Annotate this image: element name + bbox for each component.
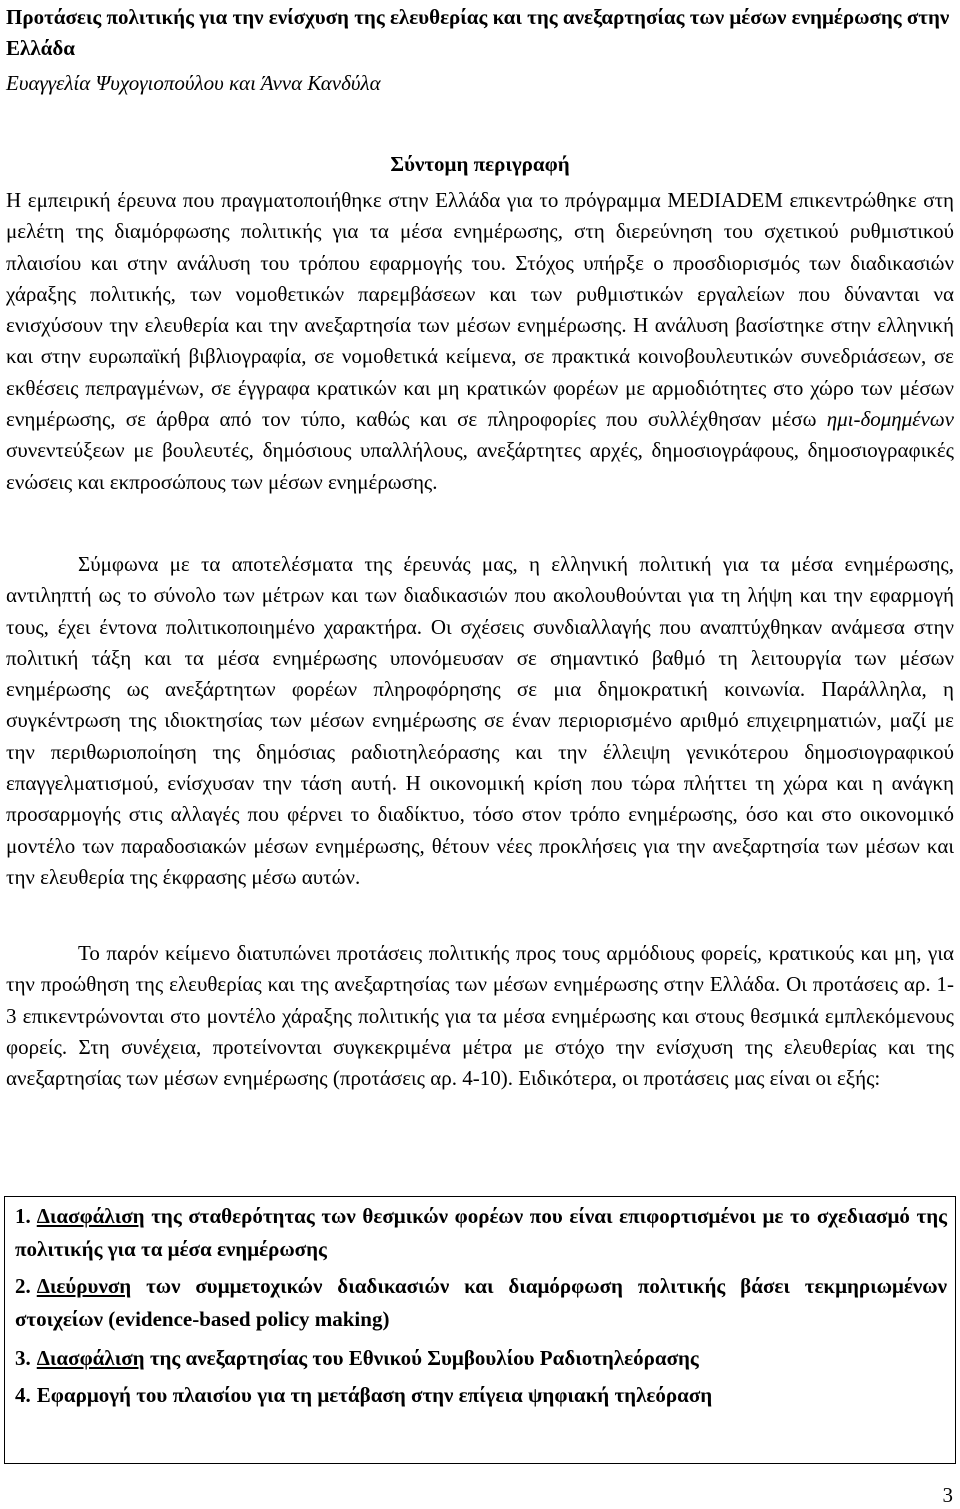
proposal-keyword: Εφαρμογή (36, 1383, 131, 1407)
paragraph-proposals-intro: Το παρόν κείμενο διατυπώνει προτάσεις πολιτικής προς τους αρμόδιους φορείς, κρατικούς και μη, για την προώθηση της ελευθερίας και της ανεξαρτησίας των μέσων ενημέρωσης στην Ελλάδα. Οι προτάσεις αρ. 1-3 επικεντρώνονται στο μοντέλο χάραξης πολιτικής για τα μέσα ενημέρωσης και στους θεσμικά εμπλεκόμενους φορείς. Στη συνέχεια, προτείνονται συγκεκριμένα μέτρα με στόχο την ενίσχυση της ελευθερίας και της ανεξαρτησίας των μέσων ενημέρωσης (προτάσεις αρ. 4-10). Ειδικότερα, οι προτάσεις μας είναι οι εξής: (6, 941, 954, 1091)
section-heading: Σύντομη περιγραφή (390, 152, 570, 176)
proposal-item (15, 1200, 947, 1266)
proposal-keyword: Διασφάλιση (36, 1204, 145, 1228)
proposal-number: 1. (15, 1204, 31, 1228)
proposal-item (15, 1342, 947, 1375)
paragraph-intro-text-2: συνεντεύξεων με βουλευτές, δημόσιους υπαλλήλους, ανεξάρτητες αρχές, δημοσιογράφους, δημοσιογραφικές ενώσεις και εκπροσώπους των μέσων ενημέρωσης. (6, 438, 954, 494)
proposal-item (15, 1270, 947, 1336)
paragraph-intro-italic: ημι-δομημένων (826, 407, 954, 432)
proposal-number: 2. (15, 1274, 31, 1298)
proposal-keyword: Διασφάλιση (36, 1346, 145, 1370)
proposal-text: της σταθερότητας των θεσμικών φορέων που είναι επιφορτισμένοι με το σχεδιασμό της πολιτικής για τα μέσα ενημέρωσης (15, 1204, 947, 1261)
document-authors: Ευαγγελία Ψυχογιοπούλου και Άννα Κανδύλα (6, 71, 381, 95)
proposal-keyword: Διεύρυνση (36, 1274, 132, 1298)
document-title: Προτάσεις πολιτικής για την ενίσχυση της ελευθερίας και της ανεξαρτησίας των μέσων ενημέρωσης στην Ελλάδα (6, 5, 950, 60)
paragraph-intro-text-1: Η εμπειρική έρευνα που πραγματοποιήθηκε στην Ελλάδα για το πρόγραμμα MEDIADEM επικεντρώθηκε στη μελέτη της διαμόρφωσης πολιτικής για τα μέσα ενημέρωσης, στη διερεύνηση του σχετικού ρυθμιστικού πλαισίου και στην ανάλυση του τρόπου εφαρμογής του. Στόχος υπήρξε ο προσδιορισμός των διαδικασιών χάραξης πολιτικής, των νομοθετικών παρεμβάσεων και των ρυθμιστικών εργαλείων που δύνανται να ενισχύσουν την ελευθερία και την ανεξαρτησία των μέσων ενημέρωσης. Η ανάλυση βασίστηκε στην ελληνική και στην ευρωπαϊκή βιβλιογραφία, σε νομοθετικά κείμενα, σε πρακτικά κοινοβουλευτικών συνεδριάσεων, σε εκθέσεις πεπραγμένων, σε έγγραφα κρατικών και μη κρατικών φορέων με αρμοδιότητες στο χώρο των μέσων ενημέρωσης, σε άρθρα από τον τύπο, καθώς και σε πληροφορίες που συλλέχθησαν μέσω (6, 188, 954, 432)
proposal-item (15, 1379, 947, 1412)
paragraph-findings: Σύμφωνα με τα αποτελέσματα της έρευνάς μας, η ελληνική πολιτική για τα μέσα ενημέρωσης, αντιληπτή ως το σύνολο των μέτρων και των διαδικασιών που ακολουθούνται για τη λήψη και την εφαρμογή τους, έχει έντονα πολιτικοποιημένο χαρακτήρα. Οι σχέσεις συνδιαλλαγής που αναπτύχθηκαν ανάμεσα στην πολιτική τάξη και τα μέσα ενημέρωσης υπονόμευσαν σε σημαντικό βαθμό τη λειτουργία των μέσων ενημέρωσης ως ανεξάρτητων φορέων πληροφόρησης σε μια δημοκρατική κοινωνία. Παράλληλα, η συγκέντρωση της ιδιοκτησίας των μέσων ενημέρωσης σε έναν περιορισμένο αριθμό επιχειρηματιών, μαζί με την περιθωριοποίηση της δημόσιας ραδιοτηλεόρασης και την έλλειψη γενικότερου δημοσιογραφικού επαγγελματισμού, ενίσχυσαν την τάση αυτή. Η οικονομική κρίση που τώρα πλήττει τη χώρα και η ανάγκη προσαρμογής στις αλλαγές που φέρνει το διαδίκτυο, τόσο στον τρόπο ενημέρωσης, όσο και στο οικονομικό μοντέλο των παραδοσιακών μέσων ενημέρωσης, θέτουν νέες προκλήσεις για την ανεξαρτησία των μέσων και την ελευθερία της έκφρασης μέσω αυτών. (6, 552, 954, 889)
page-number: 3 (942, 1483, 953, 1507)
proposal-text: του πλαισίου για τη μετάβαση στην επίγεια ψηφιακή τηλεόραση (130, 1383, 713, 1407)
proposal-number: 3. (15, 1346, 31, 1370)
proposal-text: της ανεξαρτησίας του Εθνικού Συμβουλίου Ραδιοτηλεόρασης (144, 1346, 699, 1370)
paragraph-intro (6, 185, 954, 498)
proposal-text: των συμμετοχικών διαδικασιών και διαμόρφωση πολιτικής βάσει τεκμηριωμένων στοιχείων (evidence-based policy making) (15, 1274, 947, 1331)
proposals-box (4, 1196, 956, 1464)
proposal-number: 4. (15, 1383, 31, 1407)
